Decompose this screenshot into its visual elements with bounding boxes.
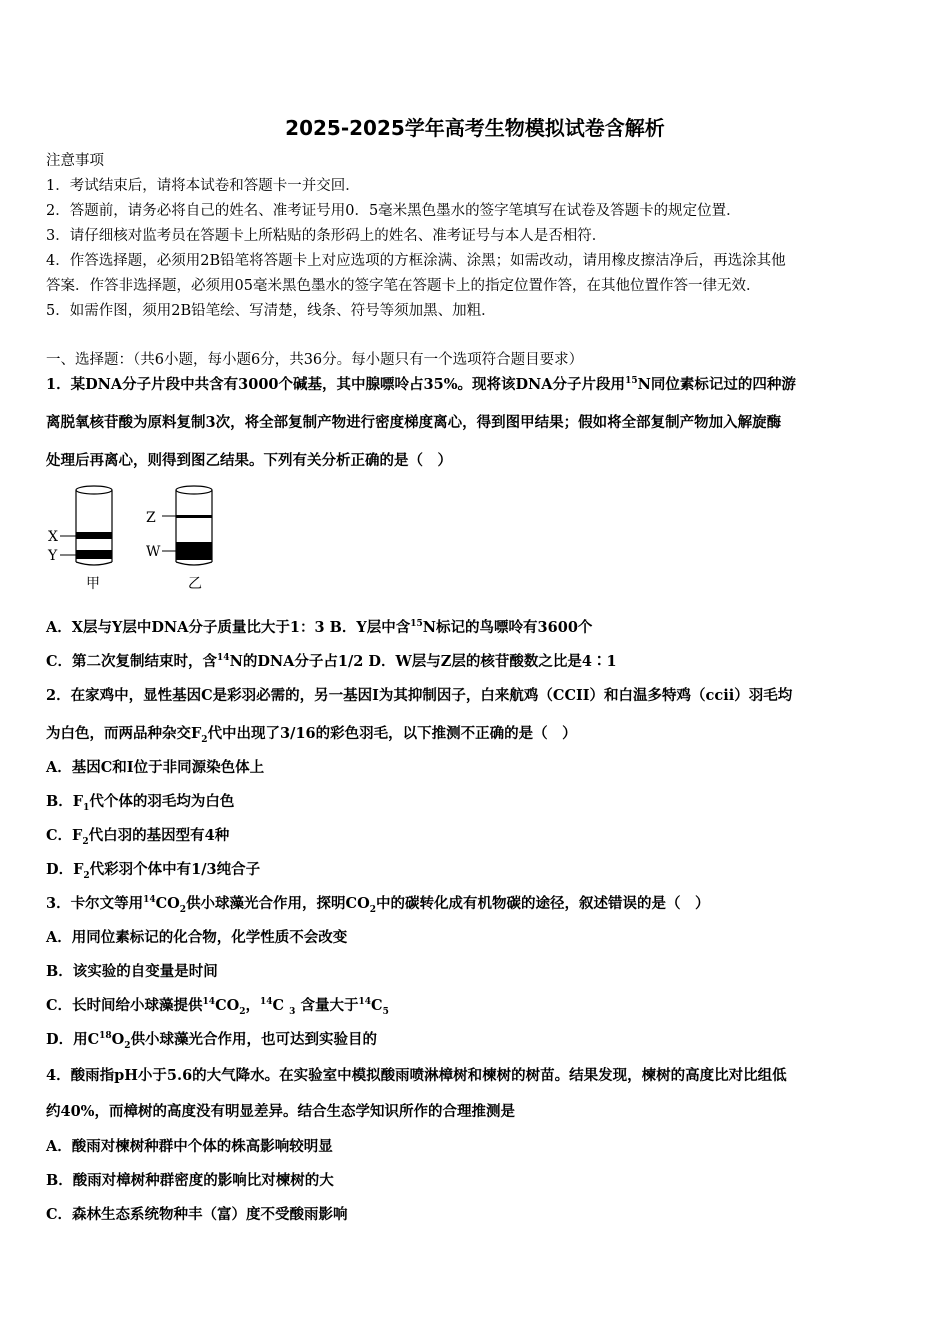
q3-line-1: 3．卡尔文等用$^{14}CO_2$供小球藻光合作用，探明$CO_2$中的碳转化成有机物碳的途径，叙述错误的是（ ） <box>46 895 710 915</box>
label-yi: 乙 <box>188 576 202 592</box>
q4-line-1: 4．酸雨指pH小于5.6的大气降水。在实验室中模拟酸雨喷淋樟树和楝树的树苗。结果发现，楝树的高度比对比组低 <box>46 1067 787 1084</box>
q3-option-d: D．用$C^{18}O_2$供小球藻光合作用，也可达到实验目的 <box>46 1031 378 1051</box>
q3-option-c: C．长时间给小球藻提供$^{14}CO_2$，$^{14}$C $_3$ 含量大于$^{14}C_5$ <box>46 997 389 1017</box>
band-y <box>76 550 112 559</box>
tube-yi <box>146 486 212 592</box>
q2-option-d: D．$F_2$代彩羽个体中有1/3纯合子 <box>46 861 261 881</box>
notice-item-4-cont: 答案．作答非选择题，必须用05毫米黑色墨水的签字笔在答题卡上的指定位置作答，在其他位置作答一律无效． <box>46 278 761 294</box>
section-heading: 一、选择题：（共6小题，每小题6分，共36分。每小题只有一个选项符合题目要求） <box>46 352 584 368</box>
q4-line-2: 约40%，而樟树的高度没有明显差异。结合生态学知识所作的合理推测是 <box>46 1103 515 1120</box>
band-w <box>176 542 212 560</box>
q1-options-cd: C．第二次复制结束时，含$^{14}$N的DNA分子占1/2 D．W层与Z层的核苷酸数之比是4∶1 <box>46 653 617 670</box>
q1-line-3: 处理后再离心，则得到图乙结果。下列有关分析正确的是（ ） <box>46 452 452 469</box>
q2-option-c: C．$F_2$代白羽的基因型有4种 <box>46 827 230 847</box>
q2-line-1: 2．在家鸡中，显性基因C是彩羽必需的，另一基因I为其抑制因子，白来航鸡（CCII）和白温多特鸡（ccii）羽毛均 <box>46 687 793 704</box>
label-y: Y <box>48 548 58 564</box>
q1-line-1: 1．某DNA分子片段中共含有3000个碱基，其中腺嘌呤占35%。现将该DNA分子片段用$^{15}$N同位素标记过的四种游 <box>46 376 796 393</box>
tube-jia <box>47 486 112 592</box>
label-x: X <box>48 529 58 545</box>
label-w: W <box>146 544 161 560</box>
q3-option-a: A．用同位素标记的化合物，化学性质不会改变 <box>46 929 348 946</box>
centrifuge-tube-figure <box>40 482 230 594</box>
notice-heading: 注意事项 <box>46 153 104 169</box>
q2-option-a: A．基因C和I位于非同源染色体上 <box>46 759 265 776</box>
q3-option-b: B．该实验的自变量是时间 <box>46 963 218 980</box>
band-x <box>76 532 112 539</box>
notice-item-3: 3．请仔细核对监考员在答题卡上所粘贴的条形码上的姓名、准考证号与本人是否相符． <box>46 228 607 244</box>
band-z <box>176 515 212 518</box>
q1-options-ab: A．X层与Y层中DNA分子质量比大于1：3 B．Y层中含$^{15}$N标记的鸟嘌呤有3600个 <box>46 619 593 636</box>
notice-item-1: 1．考试结束后，请将本试卷和答题卡一并交回． <box>46 178 360 194</box>
notice-item-5: 5．如需作图，须用2B铅笔绘、写清楚，线条、符号等须加黑、加粗． <box>46 303 496 319</box>
page-title: 2025-2025学年高考生物模拟试卷含解析 <box>285 116 665 140</box>
notice-item-2: 2．答题前，请务必将自己的姓名、准考证号用0．5毫米黑色墨水的签字笔填写在试卷及答题卡的规定位置． <box>46 203 741 219</box>
q4-option-c: C．森林生态系统物种丰（富）度不受酸雨影响 <box>46 1206 348 1223</box>
label-jia: 甲 <box>86 576 100 592</box>
q2-line-2: 为白色，而两品种杂交$F_2$代中出现了3/16的彩色羽毛，以下推测不正确的是（ ） <box>46 725 577 745</box>
q4-option-a: A．酸雨对楝树种群中个体的株高影响较明显 <box>46 1138 333 1155</box>
q1-line-2: 离脱氧核苷酸为原料复制3次，将全部复制产物进行密度梯度离心，得到图甲结果；假如将全部复制产物加入解旋酶 <box>46 414 782 431</box>
q4-option-b: B．酸雨对樟树种群密度的影响比对楝树的大 <box>46 1172 334 1189</box>
notice-item-4: 4．作答选择题，必须用2B铅笔将答题卡上对应选项的方框涂满、涂黑；如需改动，请用橡皮擦洁净后，再选涂其他 <box>46 253 786 269</box>
label-z: Z <box>146 510 156 526</box>
q2-option-b: B．$F_1$代个体的羽毛均为白色 <box>46 793 235 813</box>
